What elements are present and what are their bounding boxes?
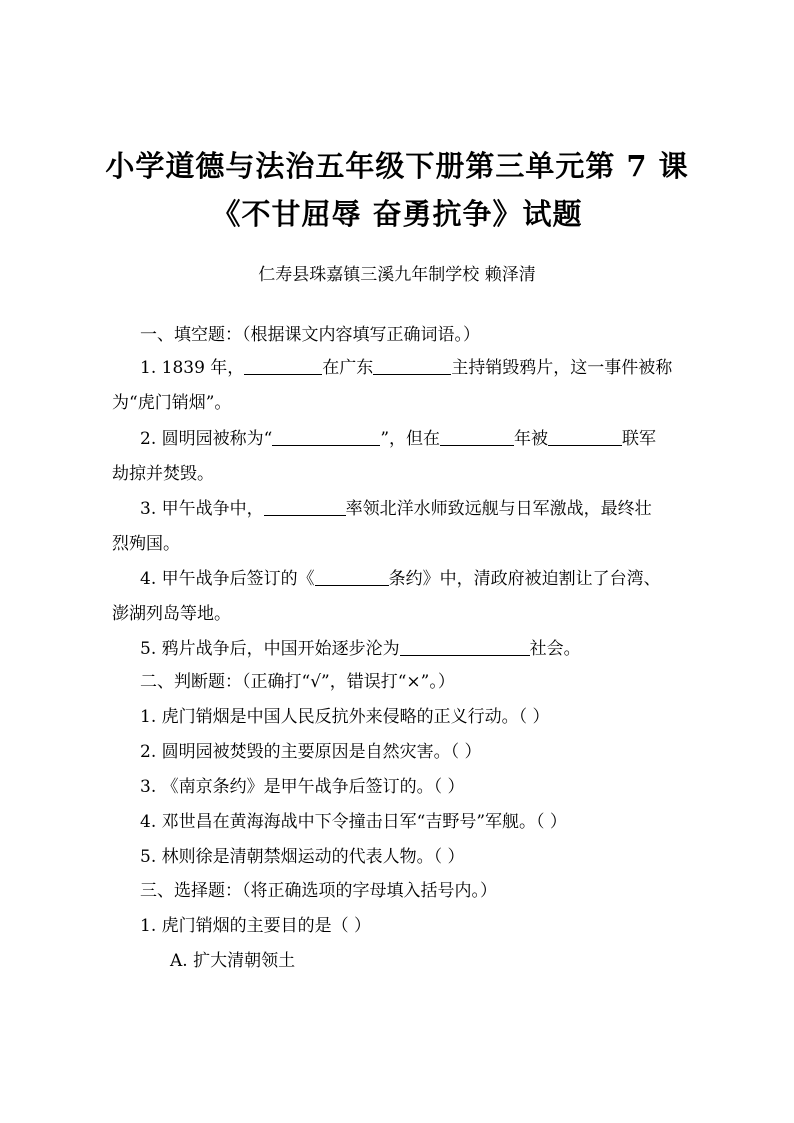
fill-q1-text-a: 1. 1839 年， bbox=[140, 358, 245, 378]
fill-q4-text-a: 4. 甲午战争后签订的《 bbox=[140, 569, 315, 589]
fill-question-5 bbox=[140, 635, 700, 663]
fill-q2-blank-1[interactable] bbox=[272, 426, 380, 446]
fill-q1-blank-1[interactable] bbox=[244, 355, 322, 375]
fill-question-1-continued bbox=[112, 389, 672, 417]
fill-q4-blank-1[interactable] bbox=[315, 566, 389, 586]
choice-q1-option-a: A. 扩大清朝领土 bbox=[170, 951, 296, 971]
fill-q3-text-c: 烈殉国。 bbox=[112, 534, 180, 554]
fill-question-4-continued bbox=[112, 600, 672, 628]
section-1-heading bbox=[140, 321, 700, 349]
fill-q3-text-b: 率领北洋水师致远舰与日军激战，最终壮 bbox=[345, 499, 652, 519]
fill-q2-text-c: 年被 bbox=[514, 429, 549, 449]
fill-question-4 bbox=[140, 565, 700, 593]
section-2-heading-text: 二、判断题：（正确打“√”，错误打“×”。） bbox=[140, 672, 455, 692]
section-3-heading-text: 三、选择题：（将正确选项的字母填入括号内。） bbox=[140, 881, 497, 901]
fill-q1-text-c: 主持销毁鸦片，这一事件被称 bbox=[451, 358, 673, 378]
fill-q2-blank-2[interactable] bbox=[440, 426, 514, 446]
fill-q3-text-a: 3. 甲午战争中， bbox=[140, 499, 264, 519]
fill-q2-text-b: ”，但在 bbox=[380, 429, 441, 449]
fill-q1-text-d: 为“虎门销烟”。 bbox=[112, 393, 232, 413]
fill-q2-text-e: 劫掠并焚毁。 bbox=[112, 464, 214, 484]
section-3-heading bbox=[140, 877, 700, 905]
fill-q2-blank-3[interactable] bbox=[548, 426, 622, 446]
fill-q5-blank-1[interactable] bbox=[400, 636, 530, 656]
fill-q4-text-b: 条约》中，清政府被迫割让了台湾、 bbox=[388, 569, 661, 589]
judge-item-1: 1. 虎门销烟是中国人民反抗外来侵略的正义行动。（ ） bbox=[140, 707, 550, 727]
fill-q1-blank-2[interactable] bbox=[373, 355, 451, 375]
document-title-line-1: 小学道德与法治五年级下册第三单元第 7 课 bbox=[105, 149, 689, 183]
judge-item-5: 5. 林则徐是清朝禁烟运动的代表人物。（ ） bbox=[140, 847, 465, 867]
fill-q4-text-c: 澎湖列岛等地。 bbox=[112, 604, 231, 624]
fill-q2-text-a: 2. 圆明园被称为“ bbox=[140, 429, 273, 449]
fill-q5-text-b: 社会。 bbox=[529, 639, 581, 659]
section-2-heading bbox=[140, 668, 700, 696]
judge-item-3: 3. 《南京条约》是甲午战争后签订的。（ ） bbox=[140, 777, 465, 797]
fill-q3-blank-1[interactable] bbox=[264, 496, 346, 516]
fill-question-3-continued bbox=[112, 530, 672, 558]
fill-q1-text-b: 在广东 bbox=[322, 358, 374, 378]
author-line: 仁寿县珠嘉镇三溪九年制学校 赖泽清 bbox=[258, 265, 536, 285]
judge-item-2: 2. 圆明园被焚毁的主要原因是自然灾害。（ ） bbox=[140, 742, 482, 762]
document-title-line-2: 《不甘屈辱 奋勇抗争》试题 bbox=[211, 197, 583, 231]
fill-question-1 bbox=[140, 354, 700, 382]
section-1-heading-text: 一、填空题：（根据课文内容填写正确词语。） bbox=[140, 325, 480, 345]
fill-question-3 bbox=[140, 495, 700, 523]
fill-question-2 bbox=[140, 425, 700, 453]
choice-question-1: 1. 虎门销烟的主要目的是（ ） bbox=[140, 916, 372, 936]
fill-question-2-continued bbox=[112, 460, 672, 488]
fill-q5-text-a: 5. 鸦片战争后，中国开始逐步沦为 bbox=[140, 639, 400, 659]
judge-item-4: 4. 邓世昌在黄海海战中下令撞击日军“吉野号”军舰。（ ） bbox=[140, 812, 567, 832]
fill-q2-text-d: 联军 bbox=[622, 429, 657, 449]
